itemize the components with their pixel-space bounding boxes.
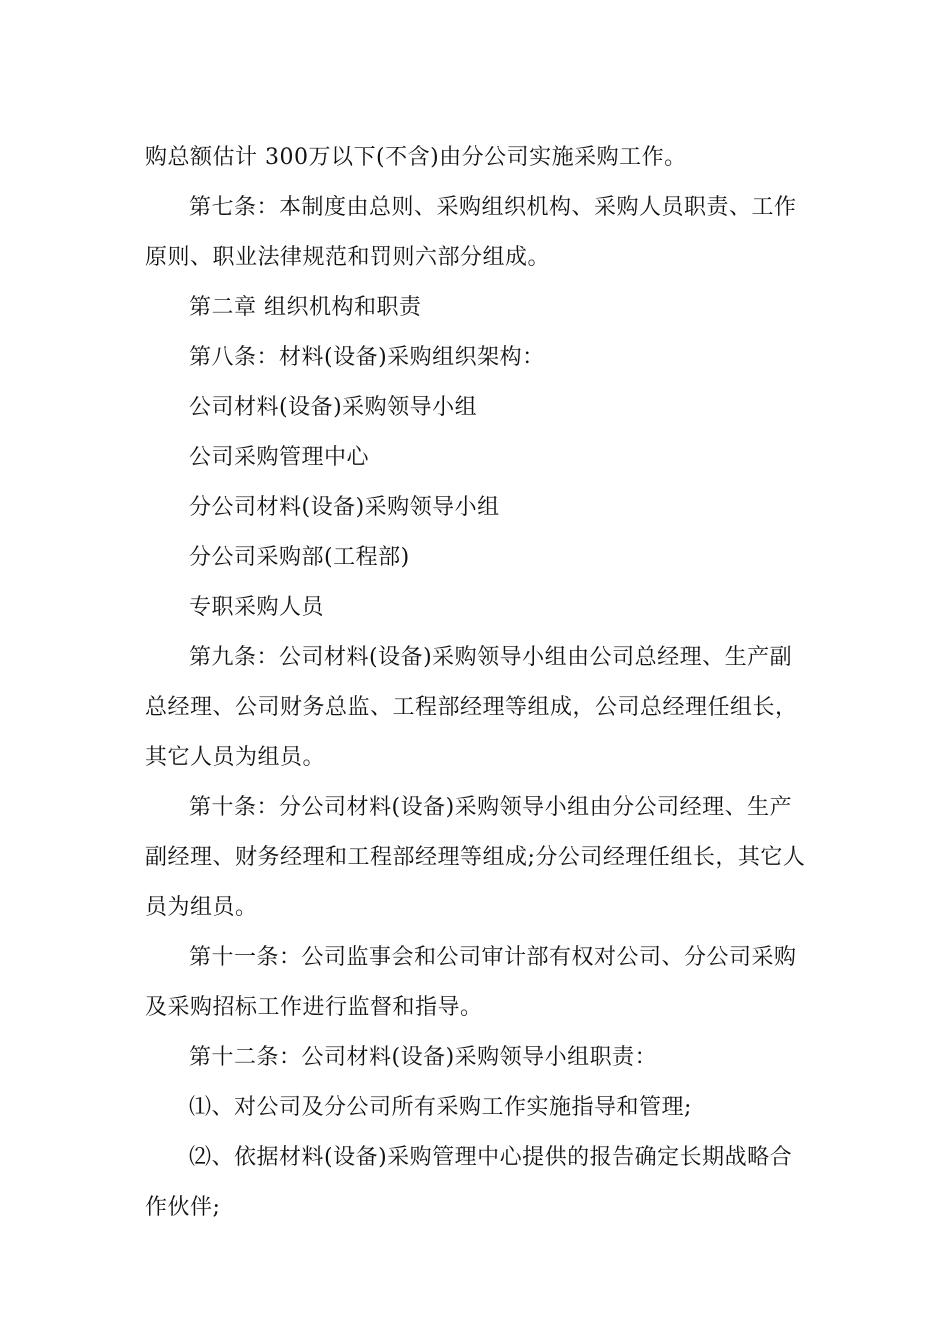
list-item: 公司材料(设备)采购领导小组 xyxy=(189,395,478,420)
paragraph: 第十二条：公司材料(设备)采购领导小组职责： xyxy=(189,1045,658,1070)
list-item: 分公司材料(设备)采购领导小组 xyxy=(189,495,500,520)
list-item: 公司采购管理中心 xyxy=(189,445,370,470)
chapter-heading: 第二章 组织机构和职责 xyxy=(189,295,422,320)
paragraph: 购总额估计 300万以下(不含)由分公司实施采购工作。 xyxy=(145,145,687,170)
list-item: 分公司采购部(工程部) xyxy=(189,545,410,570)
paragraph: 第十一条：公司监事会和公司审计部有权对公司、分公司采购及采购招标工作进行监督和指导。 xyxy=(145,945,797,1020)
list-item: 专职采购人员 xyxy=(189,595,325,620)
list-item: ⑴、对公司及分公司所有采购工作实施指导和管理; xyxy=(189,1095,692,1120)
list-item: ⑵、依据材料(设备)采购管理中心提供的报告确定长期战略合作伙伴; xyxy=(145,1145,793,1220)
document-body xyxy=(145,133,810,1233)
paragraph: 第九条：公司材料(设备)采购领导小组由公司总经理、生产副总经理、公司财务总监、工程部经理等组成，公司总经理任组长，其它人员为组员。 xyxy=(145,645,798,770)
paragraph: 第十条：分公司材料(设备)采购领导小组由分公司经理、生产副经理、财务经理和工程部经理等组成;分公司经理任组长，其它人员为组员。 xyxy=(145,795,806,920)
paragraph: 第八条：材料(设备)采购组织架构： xyxy=(189,345,545,370)
paragraph: 第七条：本制度由总则、采购组织机构、采购人员职责、工作原则、职业法律规范和罚则六部分组成。 xyxy=(145,195,797,270)
